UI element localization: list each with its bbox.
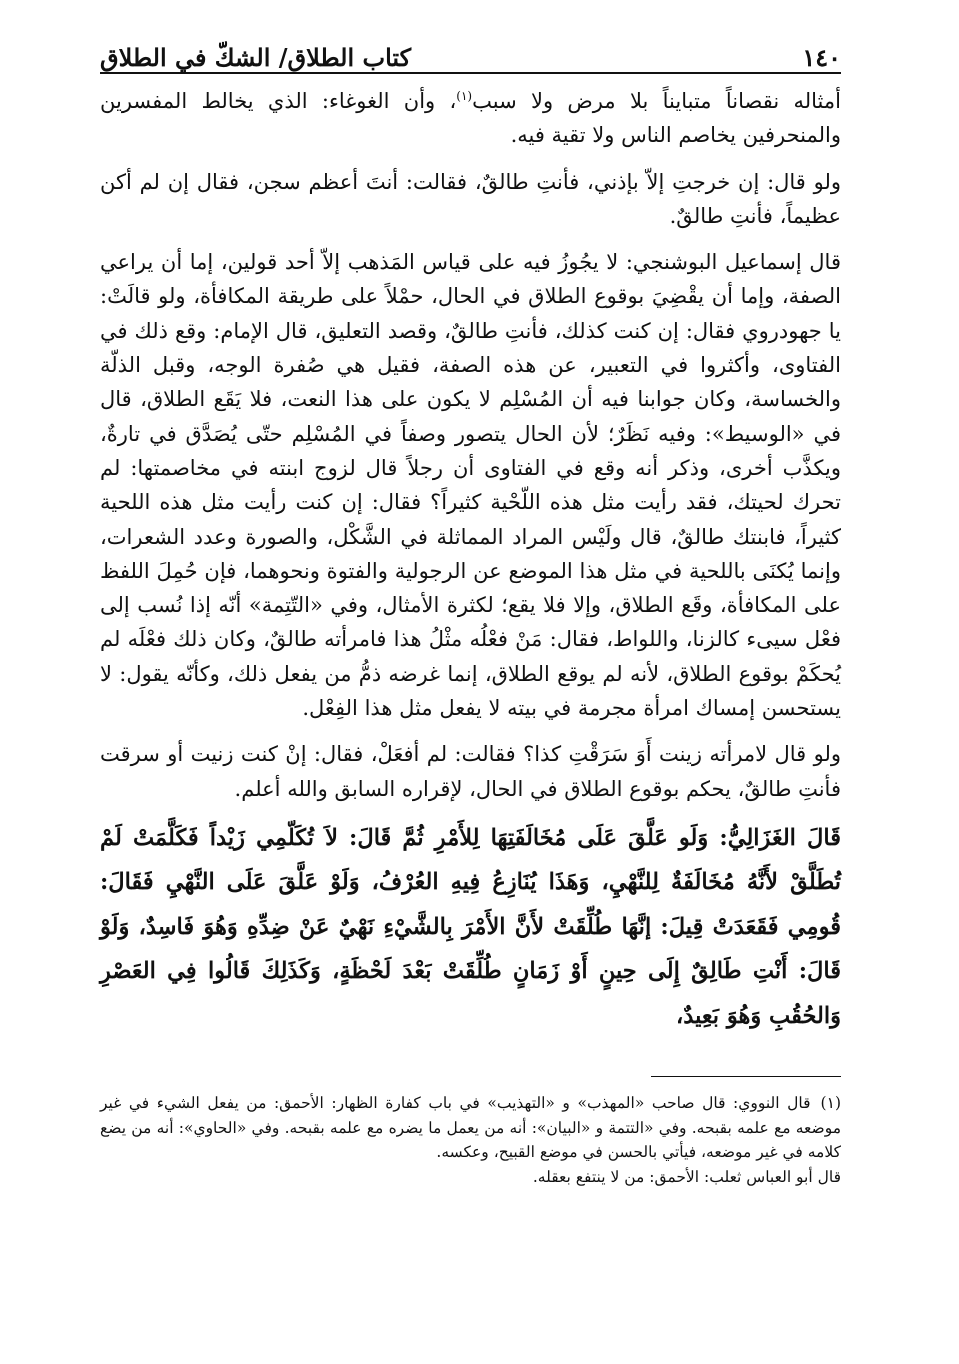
paragraph-1 xyxy=(100,84,841,153)
footnote-1-continuation: قال أبو العباس ثعلب: الأحمق: من لا ينتفع بعقله. xyxy=(532,1167,841,1186)
matn-quote-ghazali: قَالَ الغَزَالِيُّ: وَلَو عَلَّقَ عَلَى مُخَالَفَتِهَا لِلأَمْرِ ثُمَّ قَالَ: لاَ تُكَلّمِي زَيْداً فَكَلَّمَتْ لَمْ تُطَلَّقْ لأَنَّهُ مُخَالَفَةٌ لِلنَّهْيِ، وَهَذَا يُنَازِعُ فِيهِ العُرْفُ، وَلَوْ عَلَّقَ عَلَى النَّهْيِ فَقَالَ: قُومِي فَقَعَدَتْ قِيلَ: إنَّهَا طُلِّقَتْ لأَنَّ الأَمْرَ بِالشَّيْءِ نَهْيٌ عَنْ ضِدِّهِ وَهُوَ فَاسِدٌ، وَلَوْ قَالَ: أَنْتِ طَالِقٌ إِلَى حِينٍ أَوْ زَمَانٍ طُلِّقَتْ بَعْدَ لَحْظَةٍ، وَكَذَلِكَ قَالُوا فِي العَصْرِ وَالحُقُبِ وَهُوَ بَعِيدٌ، xyxy=(100,824,841,1029)
paragraph-1-text-before: أمثاله نقصاناً متبايناً بلا مرض ولا سبب xyxy=(472,89,841,113)
footnotes xyxy=(100,1091,841,1189)
paragraph-3: قال إسماعيل البوشنجي: لا يجُوزُ فيه على قياس المَذهب إلاّ أحد قولين، إما أن يراعي الصفة، وإما أن يقْضِيَ بوقوع الطلاق في الحال، حمْلاً على طريقة المكافأة، ولو قالَتْ: يا جهودروي فقال: إن كنت كذلك، فأنتِ طالقٌ، وقصد التعليق، قال الإمام: وقع ذلك في الفتاوى، وأكثروا في التعبير، عن هذه الصفة، فقيل هي صُفرة الوجه، وقبل الذلّة والخساسة، وكان جوابنا فيه أن المُسْلِم لا يكون على هذا النعت، فلا يَقَع الطلاق، قال في «الوسيط»: وفيه نَظَرٌ؛ لأن الحال يتصور وصفاً في المُسْلِم حتّى يُصَدَّق في تارةٌ، ويكذَّب أخرى، وذكر أنه وقع في الفتاوى أن رجلاً قال لزوج ابنته في مخاصمتها: لم تحرك لحيتك، فقد رأيت مثل هذه اللّحْية كثيراً؟ فقال: إن كنت رأيت مثل هذه اللحية كثيراً، فابنتك طالقٌ، قال ولَيْس المراد المماثلة في الشَّكْل، والصورة وعدد الشعرات، وإنما يُكنَى باللحية في مثل هذا الموضع عن الرجولية والفتوة ونحوهما، فإن حُمِلَ اللفظ على المكافأة، وقَع الطلاق، وإلا فلا يقع؛ لكثرة الأمثال، وفي «التّتِمة» أنّه إذا نُسب إلى فعْل سيىء كالزنا، واللواط، فقال: مَنْ فعْلُه مثْلُ هذا فامرأته طالقٌ، وكان ذلك فعْلَه لم يُحكَمْ بوقوع الطلاق، لأنه لم يوقع الطلاق، إنما غرضه ذمُّ من يفعل ذلك، وكأنّه يقول: لا يستحسن إمساك امرأة مجرمة في بيته لا يفعل مثل هذا الفِعْل. xyxy=(100,250,841,721)
footnote-divider xyxy=(651,1076,841,1077)
footnote-reference[interactable]: (١) xyxy=(456,89,473,103)
footnote-number: (١) xyxy=(820,1094,841,1113)
paragraph-2: ولو قال: إن خرجتِ إلاّ بإذني، فأنتِ طالقٌ، فقالت: أنتَ أعظم سجن، فقال إن لم أكن عظيماً، فأنتِ طالقٌ. xyxy=(100,169,841,228)
footnote-1-line-1: قال النووي: قال صاحب «المهذب» و «التهذيب» في باب كفارة الظهار: الأحمق: من يفعل الشيء في غير موضعه مع علمه بقبحه. وفي «التتمة و «البيان»: أنه من يعمل ما يضره مع علمه بقبحه. وفي «الحاوي»: أنه من يضع كلامه في غير موضعه، فيأتي بالحسن في موضع القبيح، وعكسه. xyxy=(100,1094,841,1162)
running-header xyxy=(100,28,841,74)
main-text xyxy=(100,84,841,1038)
page-number: ١٤٠ xyxy=(802,43,841,72)
paragraph-4: ولو قال لامرأته زينت أَوَ سَرَقْتِ كذا؟ فقالت: لم أفعَلْ، فقال: إنْ كنت زنيت أو سرقت فأنتِ طالقٌ، يحكم بوقوع الطلاق في الحال، لإقراره السابق والله أعلم. xyxy=(100,742,841,801)
running-title: كتاب الطلاق/ الشكّ في الطلاق xyxy=(100,43,412,72)
paragraph-1-text-after: ، وأن الغوغاء: الذي يخالط المفسرين والمنحرفين يخاصم الناس ولا تقية فيه. xyxy=(100,89,841,148)
footnote-1 xyxy=(100,1091,841,1165)
